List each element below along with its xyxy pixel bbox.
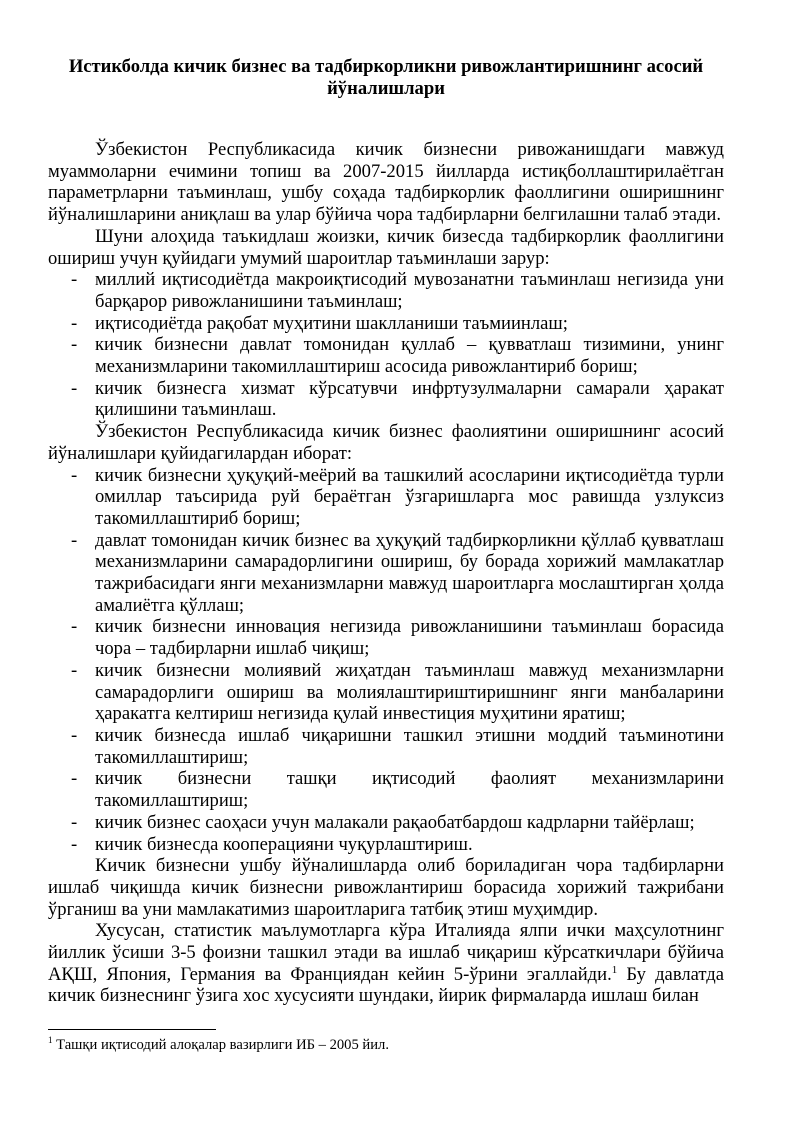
list-marker: - — [71, 269, 78, 291]
list-marker: - — [71, 724, 78, 746]
document-title: Истикболда кичик бизнес ва тадбиркорликни ривожлантиришнинг асосий йўналишлари — [68, 56, 704, 99]
footnote — [48, 1036, 724, 1054]
footnote-reference[interactable]: 1 — [611, 963, 618, 976]
list-marker: - — [71, 833, 78, 855]
list-item: - иқтисодиётда рақобат муҳитини шаклланиши таъмиинлаш; — [71, 312, 568, 334]
list-marker: - — [71, 529, 78, 551]
list-marker: - — [71, 768, 78, 790]
footnote-mark: 1 — [48, 1035, 53, 1046]
list-item: - кичик бизнесда ишлаб чиқаришни ташкил этишни моддий таъминотини такомиллаштириш; — [71, 724, 724, 768]
footnote-separator — [48, 1029, 216, 1030]
list-marker: - — [71, 811, 78, 833]
list-marker: - — [71, 377, 78, 399]
list-item: - кичик бизнесни молиявий жиҳатдан таъминлаш мавжуд механизмларни самарадорлиги ошириш ва молиялаштириштиришнинг янги манбаларини ҳаракатга келтириш негизида қулай инвестиция муҳитини яратиш; — [71, 659, 724, 725]
conditions-list — [48, 269, 724, 421]
list-marker: - — [71, 659, 78, 681]
document-page — [48, 56, 724, 1007]
list-item: - кичик бизнесда кооперацияни чуқурлаштириш. — [71, 833, 473, 855]
list-item: - кичик бизнесни инновация негизида ривожланишини таъминлаш борасида чора – тадбирларни ишлаб чиқиш; — [71, 616, 724, 660]
paragraph-intro: Ўзбекистон Республикасида кичик бизнесни ривожанишдаги мавжуд муаммоларни ечимини топиш ва 2007-2015 йилларда истиқболлаштирилаётган параметрларни таъминлаш, ушбу соҳада тадбиркорлик фаоллигини оширишнинг йўналишларини аниқлаш ва улар бўйича чора тадбирларни белгилашни талаб этади. — [48, 139, 724, 226]
paragraph-conditions: Шуни алоҳида таъкидлаш жоизки, кичик бизесда тадбиркорлик фаоллигини ошириш учун қуйидаги умумий шароитлар таъминлаши зарур: — [48, 225, 724, 269]
list-item: - кичик бизнесга хизмат кўрсатувчи инфртузулмаларни самарали ҳаракат қилишини таъминлаш. — [71, 377, 724, 421]
paragraph-directions: Ўзбекистон Республикасида кичик бизнес фаолиятини оширишнинг асосий йўналишлари қуйидагилардан иборат: — [48, 421, 724, 464]
paragraph-foreign-experience: Кичик бизнесни ушбу йўналишларда олиб бориладиган чора тадбирларни ишлаб чиқишда кичик бизнесни ривожлантириш борасида хорижий тажрибани ўрганиш ва уни мамлакатимиз шароитларига татбиқ этиш муҳимдир. — [48, 855, 724, 920]
list-item: - кичик бизнесни давлат томонидан қуллаб – қувватлаш тизимини, унинг механизмларини такомиллаштириш асосида ривожлантириб бориш; — [71, 334, 724, 378]
list-item: - кичик бизнес саоҳаси учун малакали рақаобатбардош кадрларни тайёрлаш; — [71, 811, 695, 833]
list-marker: - — [71, 616, 78, 638]
paragraph-italy: Хусусан, статистик маълумотларга кўра Италияда ялпи ички маҳсулотнинг йиллик ўсиши 3-5 фоизни ташкил этади ва ишлаб чиқариш кўрсаткичлари бўйича АҚШ, Япония, Германия ва Франциядан кейин 5-ўрини эгаллайди.$^1$ Бу давлатда кичик бизнеснинг ўзига хос хусусияти шундаки, йирик фирмаларда ишлаш билан — [48, 920, 724, 1007]
list-marker: - — [71, 312, 78, 334]
list-item: - миллий иқтисодиётда макроиқтисодий мувозанатни таъминлаш негизида уни барқарор ривожланишини таъминлаш; — [71, 269, 724, 312]
directions-list — [48, 465, 724, 856]
list-marker: - — [71, 334, 78, 356]
list-marker: - — [71, 464, 78, 486]
list-item: - кичик бизнесни ташқи иқтисодий фаолият механизмларини такомиллаштириш; — [71, 768, 724, 812]
list-item: - давлат томонидан кичик бизнес ва ҳуқуқий тадбиркорликни қўллаб қувватлаш механизмларини самарадорлигини ошириш, бу борада хорижий мамлакатлар тажрибасидаги янги механизмларни мавжуд шароитларга мослаштирган ҳолда амалиётга қўллаш; — [71, 529, 724, 616]
list-item: - кичик бизнесни ҳуқуқий-меёрий ва ташкилий асосларини иқтисодиётда турли омиллар таъсирида руй бераётган ўзгаришларга мос равишда узлуксиз такомиллаштириб бориш; — [71, 464, 724, 529]
footnote-text: Ташқи иқтисодий алоқалар вазирлиги ИБ – 2005 йил. — [52, 1037, 389, 1053]
